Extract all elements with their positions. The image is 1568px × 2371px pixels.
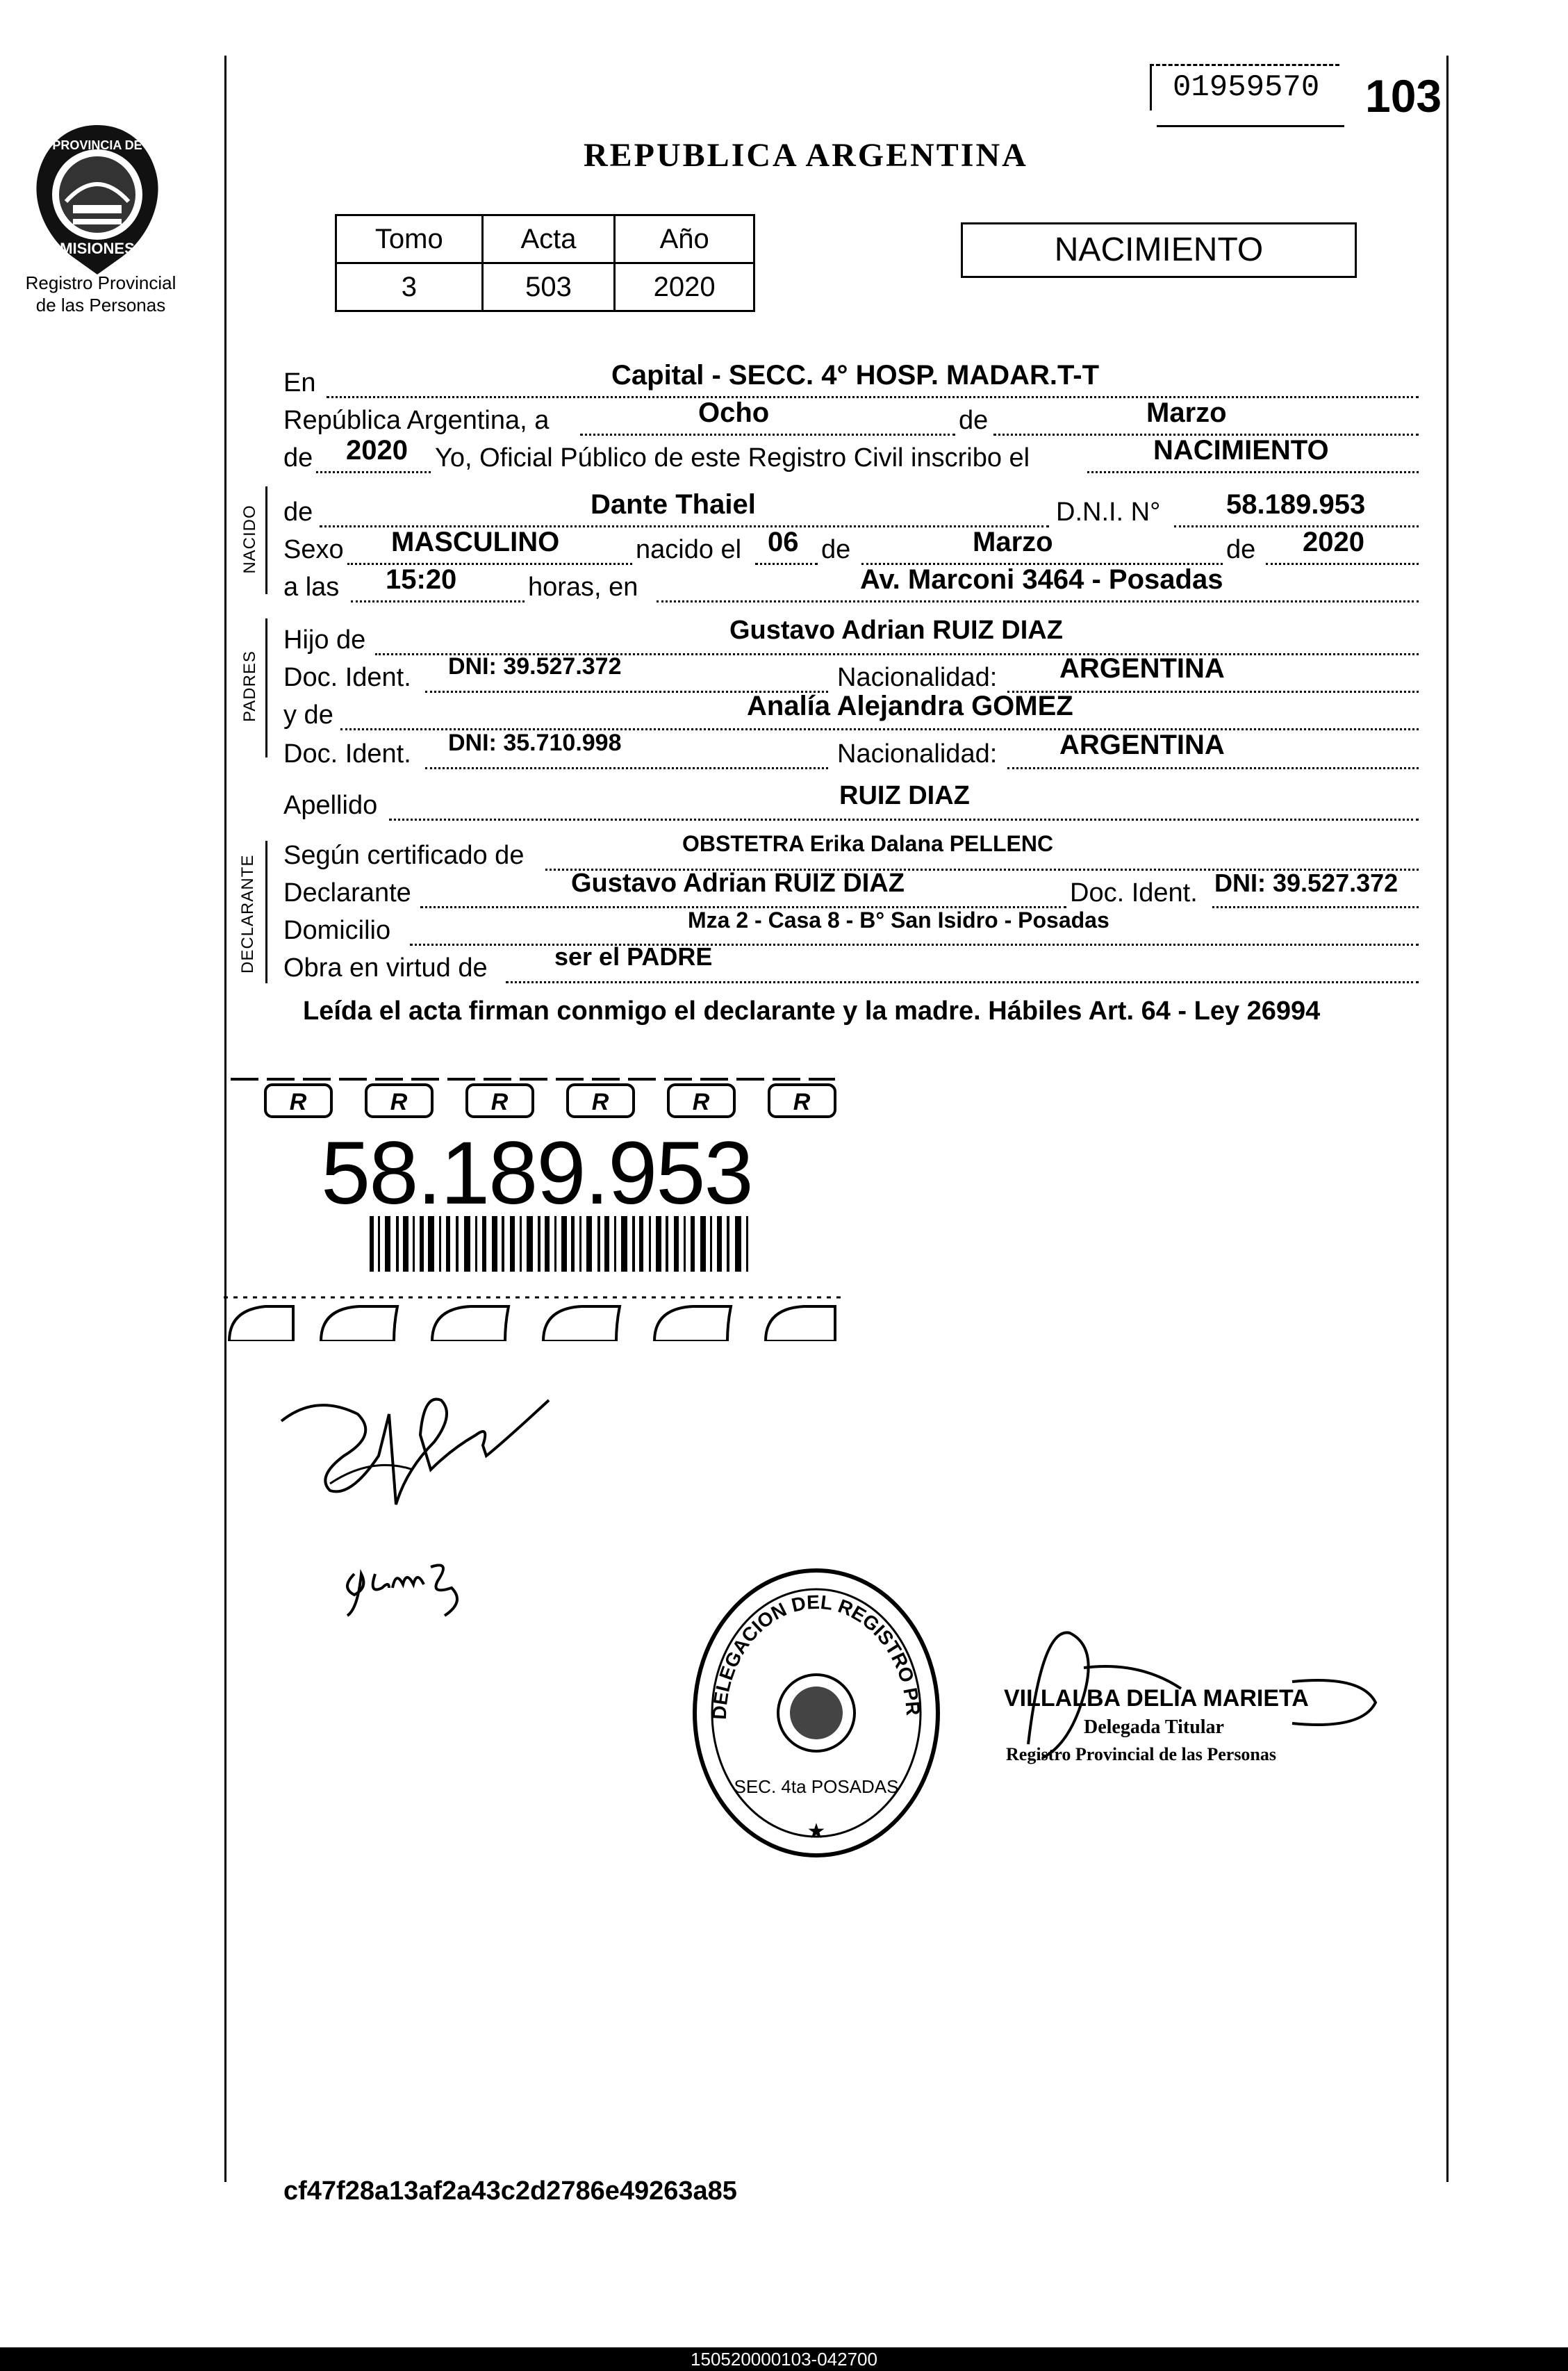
control-number: 01959570 (1173, 70, 1320, 105)
declarante-name: Gustavo Adrian RUIZ DIAZ (571, 869, 905, 898)
register-table (335, 214, 755, 312)
a-las-label: a las (283, 573, 340, 602)
apellido-value: RUIZ DIAZ (839, 781, 970, 810)
domicilio-value: Mza 2 - Casa 8 - B° San Isidro - Posadas (688, 908, 1109, 933)
dni-label: D.N.I. N° (1056, 498, 1161, 527)
record-value: NACIMIENTO (1153, 435, 1329, 466)
sticker-pattern-letter: R (793, 1089, 811, 1115)
svg-text:MISIONES: MISIONES (60, 240, 135, 257)
father-doc: DNI: 39.527.372 (448, 653, 622, 680)
sexo-value: MASCULINO (391, 527, 560, 557)
footer-id-bar (0, 2347, 1568, 2371)
seal-inner-text: SEC. 4ta POSADAS (734, 1776, 899, 1797)
document-title: REPUBLICA ARGENTINA (584, 137, 1028, 174)
svg-text:★: ★ (807, 1820, 826, 1843)
sticker-number: 58.189.953 (321, 1124, 752, 1223)
sticker-pattern-letter: R (490, 1089, 509, 1115)
father-name: Gustavo Adrian RUIZ DIAZ (729, 616, 1063, 645)
page-number: 103 (1365, 70, 1442, 122)
closing-text: Leída el acta firman conmigo el declarante y la madre. Hábiles Art. 64 - Ley 26994 (303, 996, 1321, 1026)
record-type: NACIMIENTO (1054, 231, 1264, 268)
republica-label: República Argentina, a (283, 406, 550, 435)
identity-sticker (224, 1074, 842, 1341)
mother-doc: DNI: 35.710.998 (448, 730, 622, 756)
register-table-value: 3 (336, 263, 483, 311)
child-dni: 58.189.953 (1226, 489, 1366, 520)
mother-nationality: ARGENTINA (1059, 730, 1225, 760)
sticker-pattern-letter: R (390, 1089, 408, 1115)
obra-value: ser el PADRE (554, 942, 713, 971)
register-table-header-row (336, 215, 754, 263)
nacido-de-label2: de (821, 535, 851, 564)
birth-year: 2020 (1303, 527, 1364, 557)
birth-month: Marzo (973, 527, 1053, 557)
domicilio-label: Domicilio (283, 916, 391, 945)
control-number-box (1150, 64, 1339, 110)
mother-nac-label: Nacionalidad: (837, 739, 998, 769)
en-label: En (283, 368, 316, 397)
officer-text: Yo, Oficial Público de este Registro Civil inscribo el (435, 443, 1030, 473)
father-nationality: ARGENTINA (1059, 653, 1225, 684)
document-hash: cf47f28a13af2a43c2d2786e49263a85 (283, 2176, 737, 2206)
footer-id: 150520000103-042700 (691, 2349, 877, 2370)
year-value: 2020 (346, 435, 408, 466)
register-table-value: 2020 (615, 263, 754, 311)
father-doc-label: Doc. Ident. (283, 663, 411, 692)
padres-bracket (265, 618, 267, 757)
sticker-pattern-letter: R (591, 1089, 609, 1115)
control-number-underline (1157, 125, 1344, 127)
mother-name: Analía Alejandra GOMEZ (747, 691, 1073, 721)
de-label-intro: de (959, 406, 989, 435)
de-label-year: de (283, 443, 313, 473)
obra-label: Obra en virtud de (283, 953, 488, 983)
register-table-header: Acta (482, 215, 615, 263)
sexo-label: Sexo (283, 535, 344, 564)
birth-place: Av. Marconi 3464 - Posadas (860, 564, 1223, 595)
record-type-box (961, 222, 1357, 278)
nacido-de-label3: de (1226, 535, 1256, 564)
padres-section-label: PADRES (240, 650, 259, 722)
declarante-bracket (265, 841, 267, 983)
register-table-value: 503 (482, 263, 615, 311)
certificado-value: OBSTETRA Erika Dalana PELLENC (682, 831, 1054, 856)
birth-day: 06 (768, 527, 799, 557)
hijo-de-label: Hijo de (283, 625, 366, 655)
certificado-label: Según certificado de (283, 841, 525, 870)
register-table-header: Tomo (336, 215, 483, 263)
sticker-pattern-letter: R (692, 1089, 710, 1115)
horas-label: horas, en (528, 573, 638, 602)
child-name: Dante Thaiel (591, 489, 756, 520)
apellido-label: Apellido (283, 791, 378, 820)
nacido-bracket (265, 486, 267, 594)
logo-caption-line2: de las Personas (35, 295, 166, 315)
official-stamp-role: Delegada Titular (1084, 1716, 1224, 1738)
right-margin-line (1446, 56, 1449, 2182)
mother-doc-label: Doc. Ident. (283, 739, 411, 769)
sticker-pattern-letter: R (289, 1089, 307, 1115)
province-logo (24, 118, 170, 278)
register-table-header: Año (615, 215, 754, 263)
declarante-label: Declarante (283, 878, 411, 908)
declarante-doc: DNI: 39.527.372 (1214, 869, 1398, 897)
declarante-section-label: DECLARANTE (238, 854, 257, 974)
place-value: Capital - SECC. 4° HOSP. MADAR.T-T (611, 360, 1100, 391)
logo-caption-line1: Registro Provincial (25, 272, 176, 293)
y-de-label: y de (283, 700, 333, 730)
mother-signature (333, 1546, 479, 1630)
birth-time: 15:20 (386, 564, 457, 595)
delegation-seal (684, 1560, 948, 1866)
register-table-value-row (336, 263, 754, 311)
day-words: Ocho (698, 397, 770, 428)
svg-text:PROVINCIA DE: PROVINCIA DE (52, 138, 142, 152)
month-value: Marzo (1146, 397, 1227, 428)
official-stamp-office: Registro Provincial de las Personas (1006, 1744, 1277, 1764)
nacido-de-label: de (283, 498, 313, 527)
official-stamp-name: VILLALBA DELIA MARIETA (1004, 1685, 1309, 1712)
nacido-el-label: nacido el (636, 535, 742, 564)
father-nac-label: Nacionalidad: (837, 663, 998, 692)
declarante-doc-label: Doc. Ident. (1070, 878, 1198, 908)
seal-outer-text: DELEGACION DEL REGISTRO PR (708, 1591, 925, 1721)
nacido-section-label: NACIDO (240, 504, 259, 574)
declarant-signature (274, 1372, 566, 1532)
